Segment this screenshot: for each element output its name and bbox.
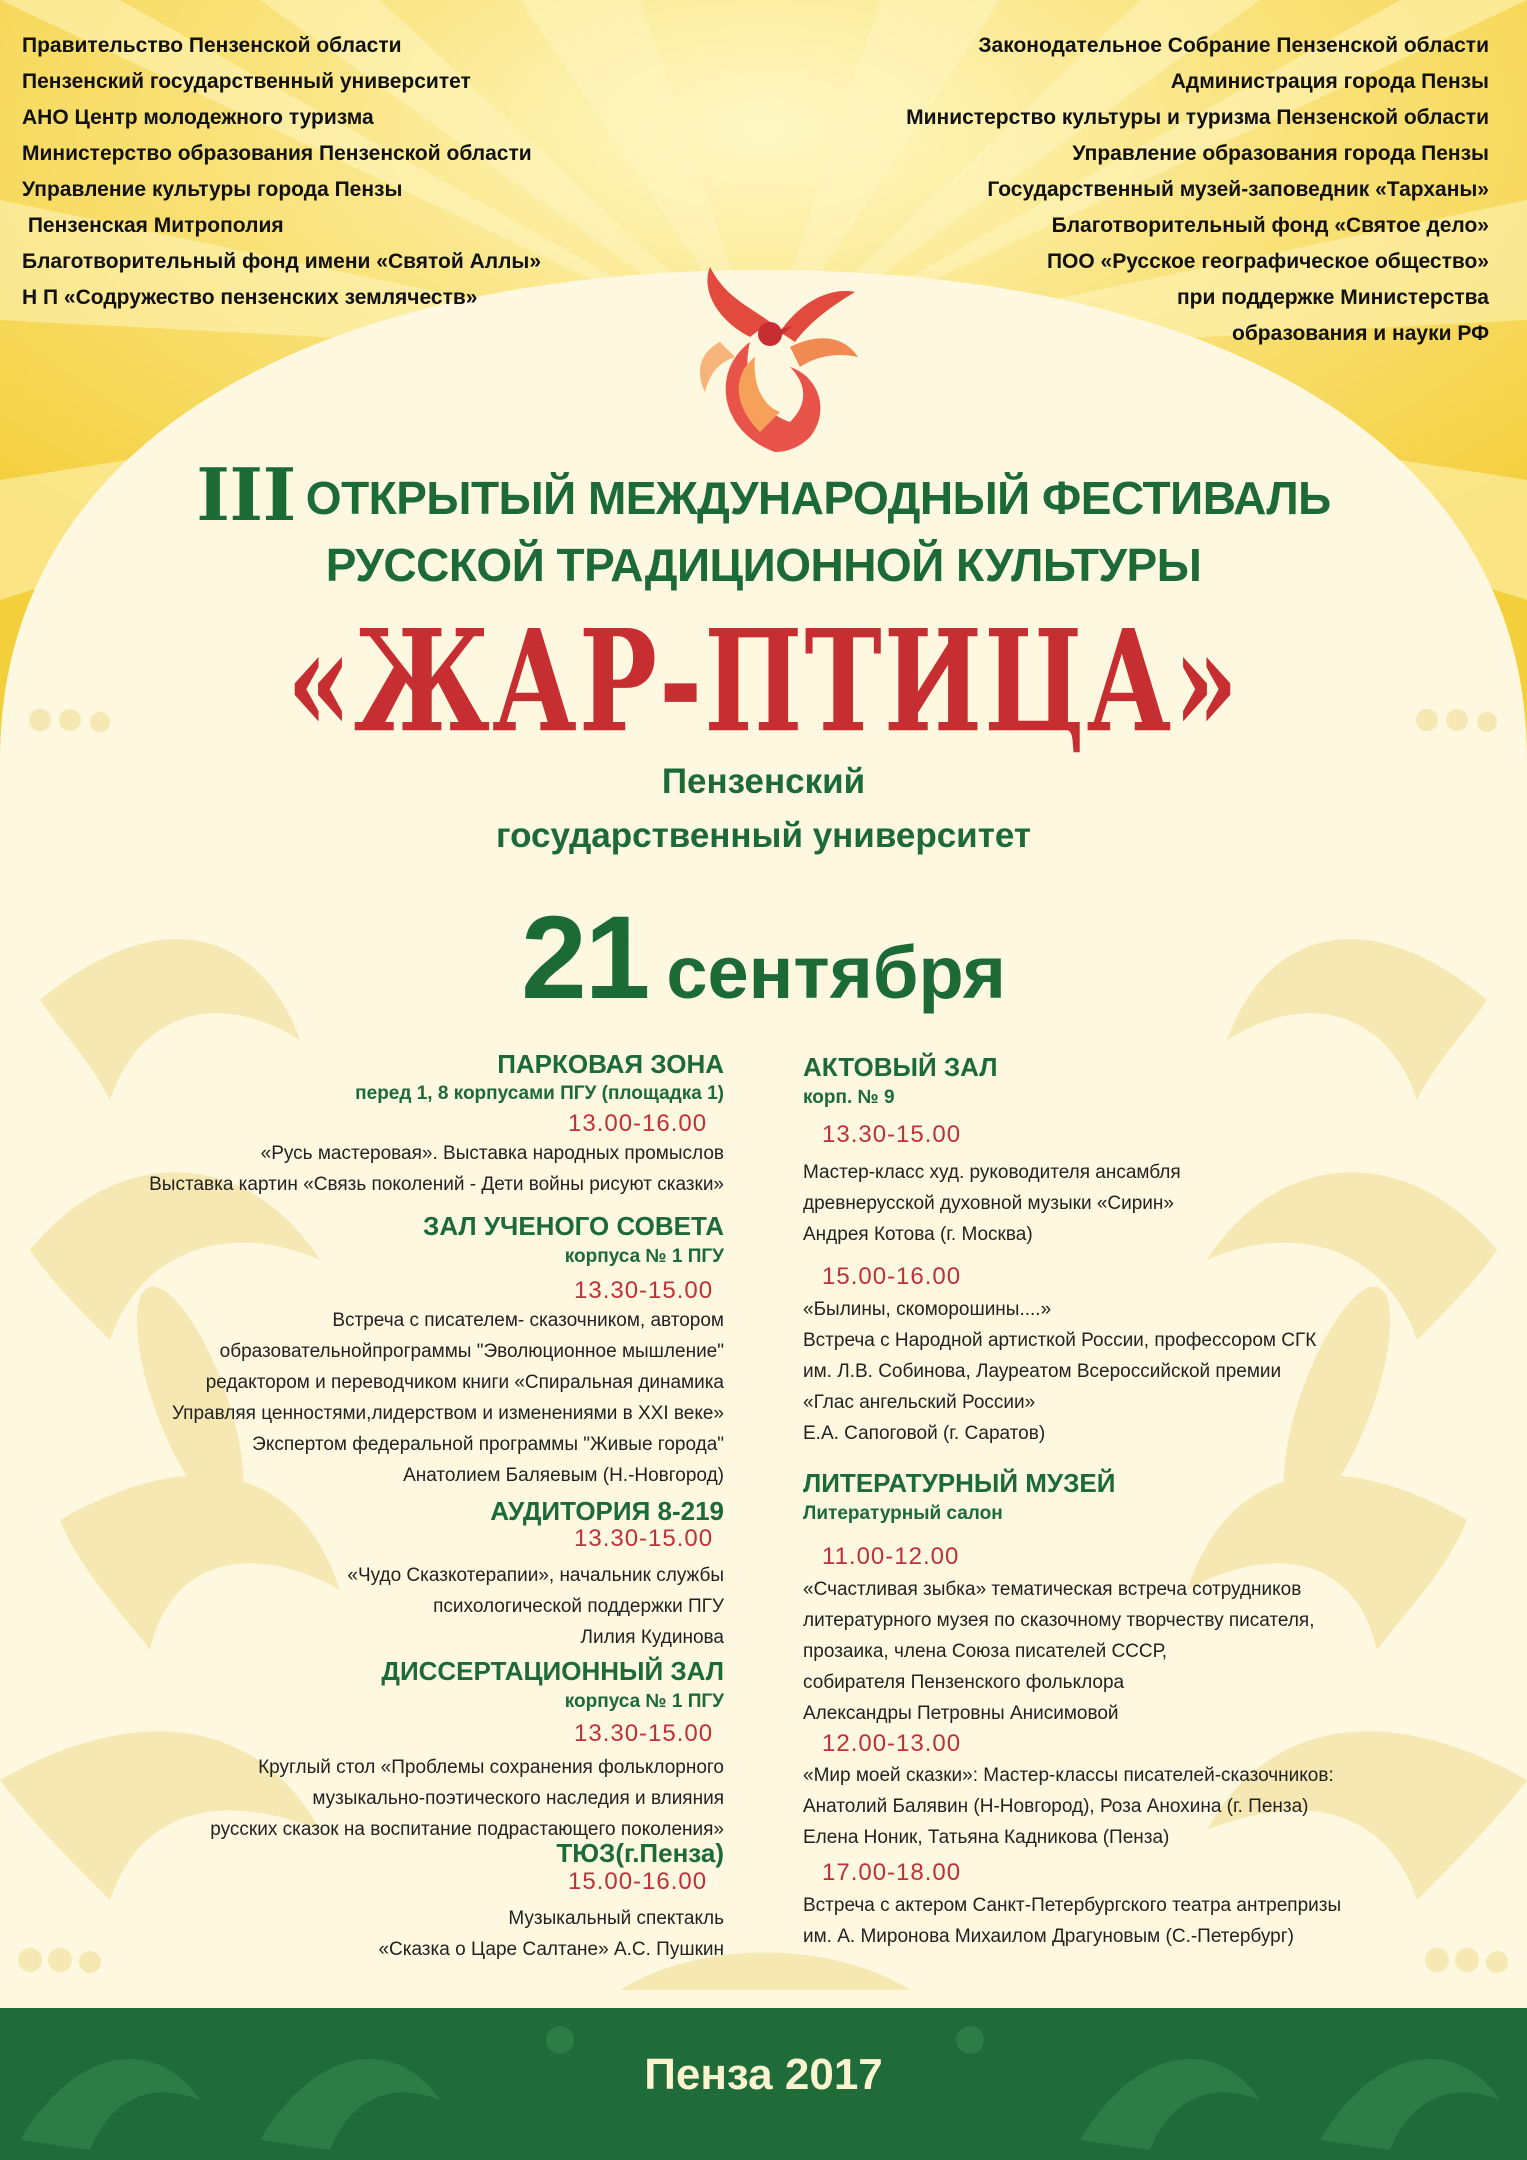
organizer-item: Управление культуры города Пензы — [22, 178, 403, 201]
assembly-hall-line: Андрея Котова (г. Москва) — [803, 1224, 1033, 1245]
organizer-item: Правительство Пензенской области — [22, 34, 402, 57]
dissertation-hall-location: корпуса № 1 ПГУ — [564, 1691, 724, 1712]
assembly-hall-line: Е.А. Сапоговой (г. Саратов) — [803, 1423, 1046, 1444]
auditorium-line: Лилия Кудинова — [580, 1627, 724, 1648]
literary-museum-time-1: 11.00-12.00 — [822, 1543, 960, 1570]
festival-title-line2: РУССКОЙ ТРАДИЦИОННОЙ КУЛЬТУРЫ — [325, 539, 1202, 591]
literary-museum-time-2: 12.00-13.00 — [822, 1730, 962, 1757]
title-line1-text: ОТКРЫТЫЙ МЕЖДУНАРОДНЫЙ ФЕСТИВАЛЬ — [305, 472, 1331, 524]
literary-museum-line: им. А. Миронова Михаилом Драгуновым (С.-Петербург) — [803, 1926, 1294, 1947]
venue-line2: государственный университет — [496, 816, 1031, 855]
council-hall-time: 13.30-15.00 — [574, 1277, 714, 1304]
auditorium-header: АУДИТОРИЯ 8-219 — [490, 1496, 724, 1526]
assembly-hall-line: им. Л.В. Собинова, Лауреатом Всероссийской премии — [803, 1361, 1282, 1382]
organizer-item: при поддержке Министерства — [1176, 286, 1489, 309]
assembly-hall-line: «Былины, скоморошины....» — [803, 1299, 1052, 1320]
dissertation-hall-line: Круглый стол «Проблемы сохранения фольклорного — [258, 1757, 724, 1778]
park-zone-line: «Русь мастеровая». Выставка народных промыслов — [260, 1143, 724, 1164]
edition-number: III — [196, 452, 296, 537]
organizers-left — [22, 28, 642, 316]
organizer-item: Государственный музей-заповедник «Тарханы» — [987, 178, 1489, 201]
assembly-hall-header: АКТОВЫЙ ЗАЛ — [803, 1052, 998, 1082]
literary-museum-line: Встреча с актером Санкт-Петербургского театра антрепризы — [803, 1895, 1342, 1916]
assembly-hall-line: Встреча с Народной артисткой России, профессором СГК — [803, 1330, 1317, 1351]
literary-museum-line: прозаика, члена Союза писателей СССР, — [803, 1641, 1167, 1662]
council-hall-line: образовательнойпрограммы "Эволюционное мышление" — [219, 1341, 724, 1362]
festival-title-line1 — [0, 452, 1527, 537]
council-hall-line: редактором и переводчиком книги «Спиральная динамика — [205, 1372, 724, 1393]
auditorium-line: психологической поддержки ПГУ — [433, 1596, 724, 1617]
footer-city-year: Пенза 2017 — [644, 2050, 883, 2099]
tyuz-header: ТЮЗ(г.Пенза) — [556, 1838, 724, 1868]
literary-museum-location: Литературный салон — [803, 1503, 1003, 1524]
organizer-item: Администрация города Пензы — [1170, 70, 1489, 93]
venue-line1: Пензенский — [661, 762, 866, 801]
organizer-item: Министерство образования Пензенской области — [22, 142, 532, 165]
organizer-item: ПОО «Русское географическое общество» — [1046, 250, 1489, 273]
council-hall-line: Управляя ценностями,лидерством и изменениями в XXI веке» — [171, 1403, 724, 1424]
event-date — [0, 890, 1527, 1026]
council-hall-header: ЗАЛ УЧЕНОГО СОВЕТА — [423, 1211, 724, 1241]
organizer-item: Благотворительный фонд имени «Святой Аллы» — [22, 250, 542, 273]
assembly-hall-time-1: 13.30-15.00 — [822, 1121, 962, 1148]
dissertation-hall-line: русских сказок на воспитание подрастающего поколения» — [210, 1819, 724, 1840]
literary-museum-line: Елена Ноник, Татьяна Кадникова (Пенза) — [803, 1827, 1170, 1848]
organizer-item: Пензенская Митрополия — [22, 214, 284, 237]
date-month: сентября — [666, 931, 1006, 1014]
literary-museum-line: «Счастливая зыбка» тематическая встреча сотрудников — [803, 1579, 1302, 1600]
date-day: 21 — [521, 892, 649, 1024]
literary-museum-header: ЛИТЕРАТУРНЫЙ МУЗЕЙ — [803, 1468, 1116, 1498]
literary-museum-line: «Мир моей сказки»: Мастер-классы писателей-сказочников: — [803, 1765, 1334, 1786]
council-hall-line: Экспертом федеральной программы "Живые города" — [252, 1434, 724, 1455]
tyuz-line: Музыкальный спектакль — [508, 1908, 724, 1929]
auditorium-time: 13.30-15.00 — [574, 1525, 714, 1552]
organizer-item: Пензенский государственный университет — [22, 70, 471, 93]
organizer-item: Н П «Содружество пензенских землячеств» — [22, 286, 478, 309]
park-zone-time: 13.00-16.00 — [568, 1110, 708, 1137]
organizer-item: Законодательное Собрание Пензенской области — [978, 34, 1489, 57]
park-zone-header: ПАРКОВАЯ ЗОНА — [497, 1049, 724, 1079]
organizer-item: АНО Центр молодежного туризма — [22, 106, 374, 129]
organizer-item: Министерство культуры и туризма Пензенской области — [906, 106, 1489, 129]
assembly-hall-line: Мастер-класс худ. руководителя ансамбля — [803, 1162, 1181, 1183]
literary-museum-line: Александры Петровны Анисимовой — [803, 1703, 1119, 1724]
park-zone-line: Выставка картин «Связь поколений - Дети войны рисуют сказки» — [149, 1174, 724, 1195]
organizers-right — [729, 28, 1489, 352]
dissertation-hall-time: 13.30-15.00 — [574, 1720, 714, 1747]
literary-museum-time-3: 17.00-18.00 — [822, 1859, 962, 1886]
auditorium-line: «Чудо Сказкотерапии», начальник службы — [347, 1565, 724, 1586]
organizer-item: Благотворительный фонд «Святое дело» — [1051, 214, 1489, 237]
dissertation-hall-line: музыкально-поэтического наследия и влияния — [312, 1788, 724, 1809]
organizer-item: Управление образования города Пензы — [1072, 142, 1489, 165]
assembly-hall-location: корп. № 9 — [803, 1087, 895, 1108]
literary-museum-line: литературного музея по сказочному творчеству писателя, — [803, 1610, 1315, 1631]
literary-museum-line: Анатолий Балявин (Н-Новгород), Роза Анохина (г. Пенза) — [803, 1796, 1309, 1817]
assembly-hall-line: «Глас ангельский России» — [803, 1392, 1036, 1413]
venue-name — [0, 755, 1527, 863]
literary-museum-line: собирателя Пензенского фольклора — [803, 1672, 1125, 1693]
council-hall-location: корпуса № 1 ПГУ — [564, 1246, 724, 1267]
council-hall-line: Встреча с писателем- сказочником, автором — [332, 1310, 724, 1331]
festival-name: «ЖАР-ПТИЦА» — [286, 598, 1241, 765]
dissertation-hall-header: ДИССЕРТАЦИОННЫЙ ЗАЛ — [381, 1656, 724, 1686]
park-zone-location: перед 1, 8 корпусами ПГУ (площадка 1) — [355, 1083, 724, 1104]
assembly-hall-line: древнерусской духовной музыки «Сирин» — [803, 1193, 1174, 1214]
assembly-hall-time-2: 15.00-16.00 — [822, 1263, 962, 1290]
tyuz-line: «Сказка о Царе Салтане» А.С. Пушкин — [378, 1939, 724, 1960]
tyuz-time: 15.00-16.00 — [568, 1868, 708, 1895]
organizer-item: образования и науки РФ — [1232, 322, 1489, 345]
council-hall-line: Анатолием Баляевым (Н.-Новгород) — [403, 1465, 724, 1486]
